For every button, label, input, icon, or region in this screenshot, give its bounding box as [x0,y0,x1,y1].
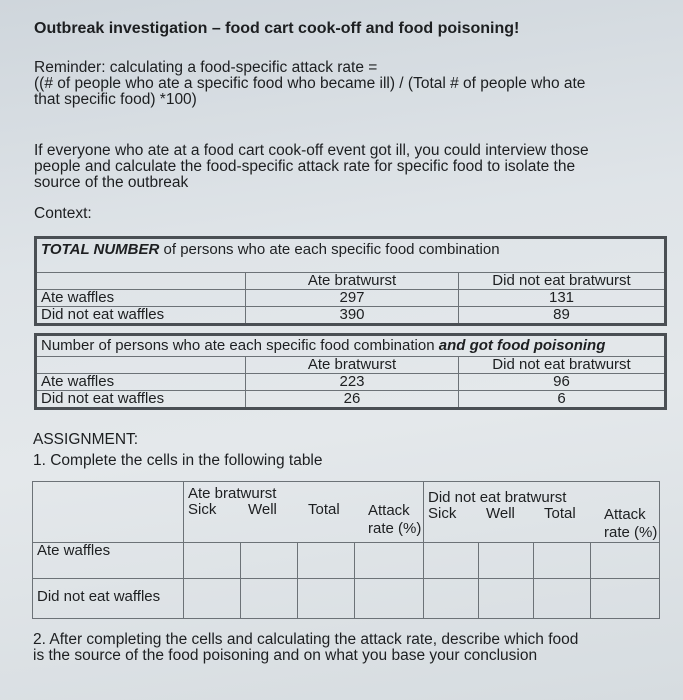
col-attack-rate: Attack [604,506,646,523]
table1-cell: 297 [246,290,459,307]
col-sick: Sick [428,505,457,522]
context-label: Context: [34,205,92,222]
table2-col-ate-bratwurst: Ate bratwurst [246,357,459,374]
group-ate-bratwurst-label: Ate bratwurst [188,485,277,502]
assign-row-label: Ate waffles [33,543,184,579]
intro-line-3: source of the outbreak [34,174,189,191]
table2-row-label: Ate waffles [36,374,246,391]
table2-col-not-bratwurst: Did not eat bratwurst [459,357,666,374]
table2-cell: 26 [246,391,459,409]
reminder-line-1: Reminder: calculating a food-specific attack rate = [34,59,378,76]
table1-cell: 89 [459,307,666,325]
intro-line-2: people and calculate the food-specific attack rate for specific food to isolate the [34,158,576,175]
col-total: Total [544,505,576,522]
table1-row-label: Did not eat waffles [36,307,246,325]
answer-cell[interactable] [591,579,660,619]
page-title: Outbreak investigation – food cart cook-off and food poisoning! [34,20,520,37]
table1-col-ate-bratwurst: Ate bratwurst [246,273,459,290]
answer-cell[interactable] [424,579,479,619]
group-not-bratwurst: Did not eat bratwurst Sick Well Total Attack rate (%) [424,482,660,543]
assignment-heading: ASSIGNMENT: [33,431,139,448]
answer-cell[interactable] [534,543,591,579]
col-attack-rate: Attack [368,502,410,519]
reminder-line-2: ((# of people who ate a specific food who became ill) / (Total # of people who ate [34,75,586,92]
intro-line-1: If everyone who ate at a food cart cook-off event got ill, you could interview those [34,142,589,159]
question-1: 1. Complete the cells in the following table [33,452,323,469]
answer-cell[interactable] [298,579,355,619]
total-persons-table [34,236,667,326]
answer-cell[interactable] [479,579,534,619]
col-well: Well [486,505,515,522]
table1-cell: 131 [459,290,666,307]
assignment-table [32,481,660,619]
answer-cell[interactable] [355,579,424,619]
table1-row-label: Ate waffles [36,290,246,307]
answer-cell[interactable] [534,579,591,619]
assign-row-label: Did not eat waffles [33,579,184,619]
table2-title: Number of persons who ate each specific food combination and got food poisoning [36,335,666,357]
col-well: Well [248,501,277,518]
answer-cell[interactable] [241,579,298,619]
answer-cell[interactable] [479,543,534,579]
question-2-line-2: is the source of the food poisoning and on what you base your conclusion [33,647,538,664]
table2-cell: 6 [459,391,666,409]
table2-cell: 96 [459,374,666,391]
table1-title: TOTAL NUMBER of persons who ate each specific food combination [36,238,666,273]
answer-cell[interactable] [355,543,424,579]
table2-cell: 223 [246,374,459,391]
col-sick: Sick [188,501,217,518]
answer-cell[interactable] [424,543,479,579]
group-ate-bratwurst: Ate bratwurst Sick Well Total Attack rate (%) [184,482,424,543]
table1-cell: 390 [246,307,459,325]
answer-cell[interactable] [591,543,660,579]
question-2-line-1: 2. After completing the cells and calculating the attack rate, describe which food [33,631,579,648]
col-total: Total [308,501,340,518]
table1-col-not-bratwurst: Did not eat bratwurst [459,273,666,290]
table2-row-label: Did not eat waffles [36,391,246,409]
answer-cell[interactable] [184,579,241,619]
food-poisoning-table [34,333,667,410]
answer-cell[interactable] [298,543,355,579]
reminder-line-3: that specific food) *100) [34,91,197,108]
group-not-bratwurst-label: Did not eat bratwurst [428,489,567,506]
answer-cell[interactable] [241,543,298,579]
answer-cell[interactable] [184,543,241,579]
